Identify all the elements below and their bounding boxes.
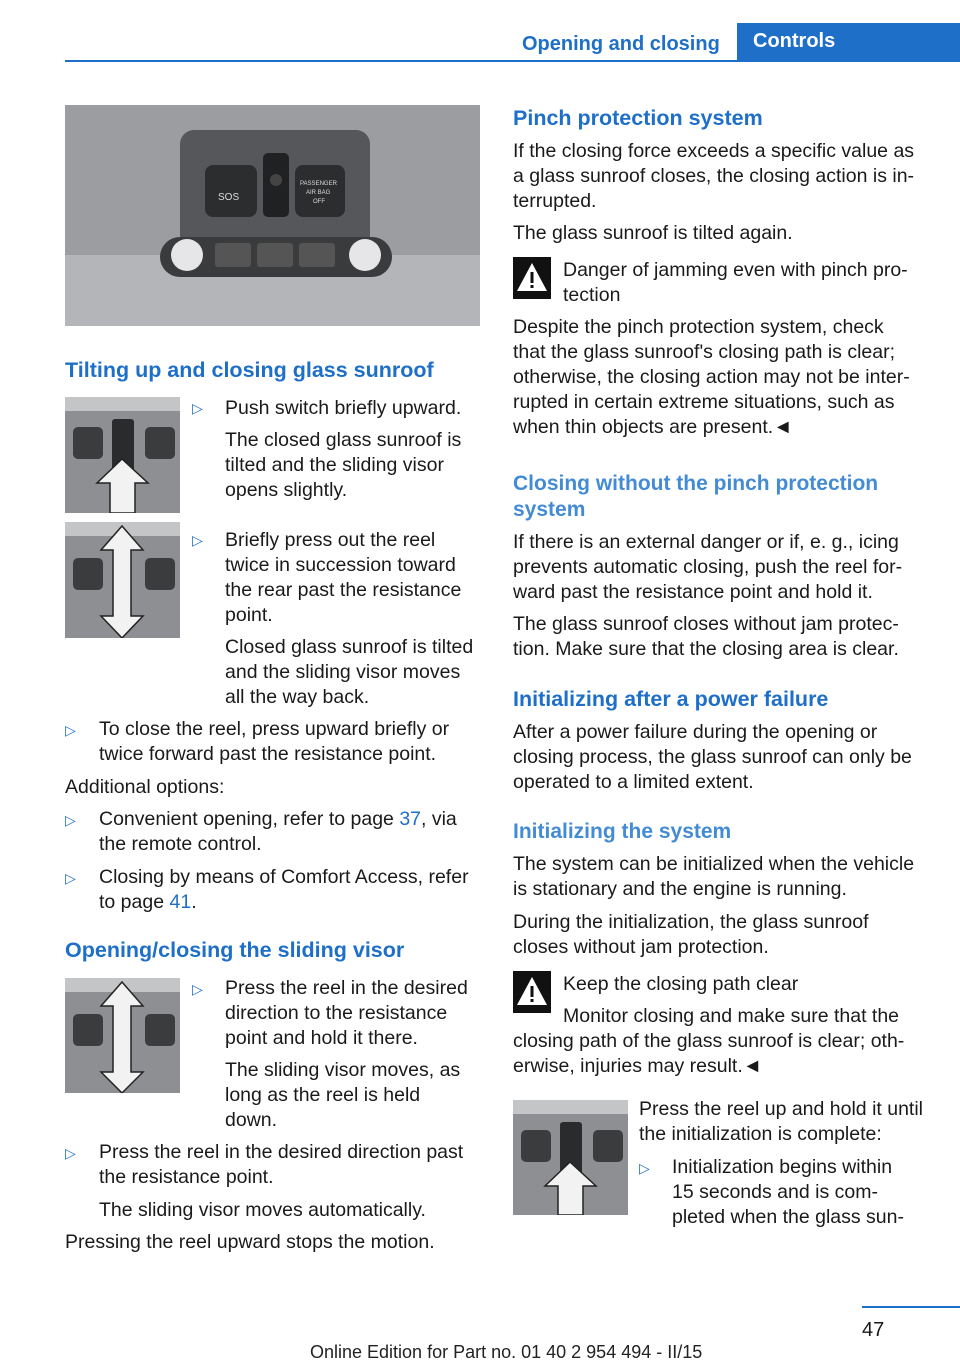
sys-p1: The system can be initialized when the vehicle is stationary and the engine is running. — [513, 853, 915, 900]
bullet-triangle-icon: ▷ — [192, 400, 203, 416]
bullet-triangle-icon: ▷ — [639, 1160, 650, 1176]
warning-icon — [513, 971, 551, 1013]
sys-p2: During the initialization, the glass sunroof closes without jam protection. — [513, 911, 869, 958]
bullet-triangle-icon: ▷ — [65, 722, 76, 738]
bullet-triangle-icon: ▷ — [192, 532, 203, 548]
warning-icon — [513, 257, 551, 299]
opt1-text: Convenient opening, refer to page 37, via the remote control. — [99, 808, 457, 855]
footer-rule — [862, 1306, 960, 1308]
edition-footer: Online Edition for Part no. 01 40 2 954 494 - II/15 — [310, 1342, 703, 1362]
close-reel-text: To close the reel, press upward briefly or twice forward past the resistance point. — [99, 718, 450, 765]
additional-options: Additional options: — [65, 776, 225, 798]
warn2-body: closing path of the glass sunroof is clear; oth- erwise, injuries may result.◄ — [513, 1030, 905, 1077]
tab-controls[interactable]: Controls — [737, 23, 960, 60]
page-link-37[interactable]: 37 — [399, 808, 422, 830]
opt2-text: Closing by means of Comfort Access, refer to page 41. — [99, 866, 469, 913]
heading-without-pinch: Closing without the pinch protection system — [513, 472, 879, 521]
vis-b2-desc: The sliding visor moves automatically. — [99, 1199, 426, 1221]
vis-b1-desc: The sliding visor moves, as long as the reel is held down. — [225, 1059, 461, 1131]
bullet-triangle-icon: ▷ — [192, 981, 203, 997]
tilt-b2-desc: Closed glass sunroof is tilted and the sliding visor moves all the way back. — [225, 636, 474, 708]
tilt-b1-desc: The closed glass sunroof is tilted and the sliding visor opens slightly. — [225, 429, 462, 501]
vis-b1-text: Press the reel in the desired direction to the resistance point and hold it there. — [225, 977, 468, 1049]
airbag-label: AIR BAG — [306, 190, 331, 196]
pinch-p1: If the closing force exceeds a specific value as a glass sunroof closes, the closing action is in- terrupted. — [513, 140, 915, 212]
warn2-body-l1: Monitor closing and make sure that the — [563, 1005, 900, 1027]
section-title: Opening and closing — [522, 33, 720, 55]
warn1-body: Despite the pinch protection system, check that the glass sunroof's closing path is clear; otherwise, the closing action may not be inter- rupted in certain extreme situations, such as when thin objects are present.◄ — [513, 316, 910, 438]
warn1-title: Danger of jamming even with pinch pro- tection — [563, 259, 908, 306]
overhead-console-photo — [65, 105, 480, 326]
page-number: 47 — [862, 1319, 885, 1341]
page-link-41[interactable]: 41 — [169, 891, 192, 913]
bullet-triangle-icon: ▷ — [65, 870, 76, 886]
press-hold-text: Press the reel up and hold it until the initialization is complete: — [639, 1098, 924, 1145]
switch-up-hold-figure — [513, 1100, 628, 1215]
heading-visor: Opening/closing the sliding visor — [65, 938, 405, 962]
vis-b2-text: Press the reel in the desired direction past the resistance point. — [99, 1141, 464, 1188]
switch-up-figure — [65, 397, 180, 513]
sos-label: SOS — [218, 192, 240, 203]
bullet-triangle-icon: ▷ — [65, 1145, 76, 1161]
without-p1: If there is an external danger or if, e. g., icing prevents automatic closing, push the reel for- ward past the resistance point and hold it. — [513, 531, 903, 603]
pinch-p2: The glass sunroof is tilted again. — [513, 222, 793, 244]
warn2-title: Keep the closing path clear — [563, 973, 799, 995]
init-bullet-text: Initialization begins within 15 seconds and is com- pleted when the glass sun- — [672, 1156, 904, 1228]
header-rule — [65, 60, 960, 62]
passenger-label: PASSENGER — [300, 181, 337, 187]
heading-tilting: Tilting up and closing glass sunroof — [65, 358, 434, 382]
off-label: OFF — [313, 199, 325, 205]
power-p: After a power failure during the opening or closing process, the glass sunroof can only be operated to a limited extent. — [513, 721, 912, 793]
stop-motion-text: Pressing the reel upward stops the motion. — [65, 1231, 435, 1253]
heading-init-power: Initializing after a power failure — [513, 687, 829, 711]
reel-back-figure — [65, 522, 180, 638]
without-p2: The glass sunroof closes without jam protec- tion. Make sure that the closing area is clear. — [513, 613, 899, 660]
bullet-triangle-icon: ▷ — [65, 812, 76, 828]
heading-init-system: Initializing the system — [513, 820, 732, 843]
heading-pinch: Pinch protection system — [513, 106, 763, 130]
tilt-b2-text: Briefly press out the reel twice in succession toward the rear past the resistance point. — [225, 529, 462, 626]
reel-both-figure — [65, 978, 180, 1093]
